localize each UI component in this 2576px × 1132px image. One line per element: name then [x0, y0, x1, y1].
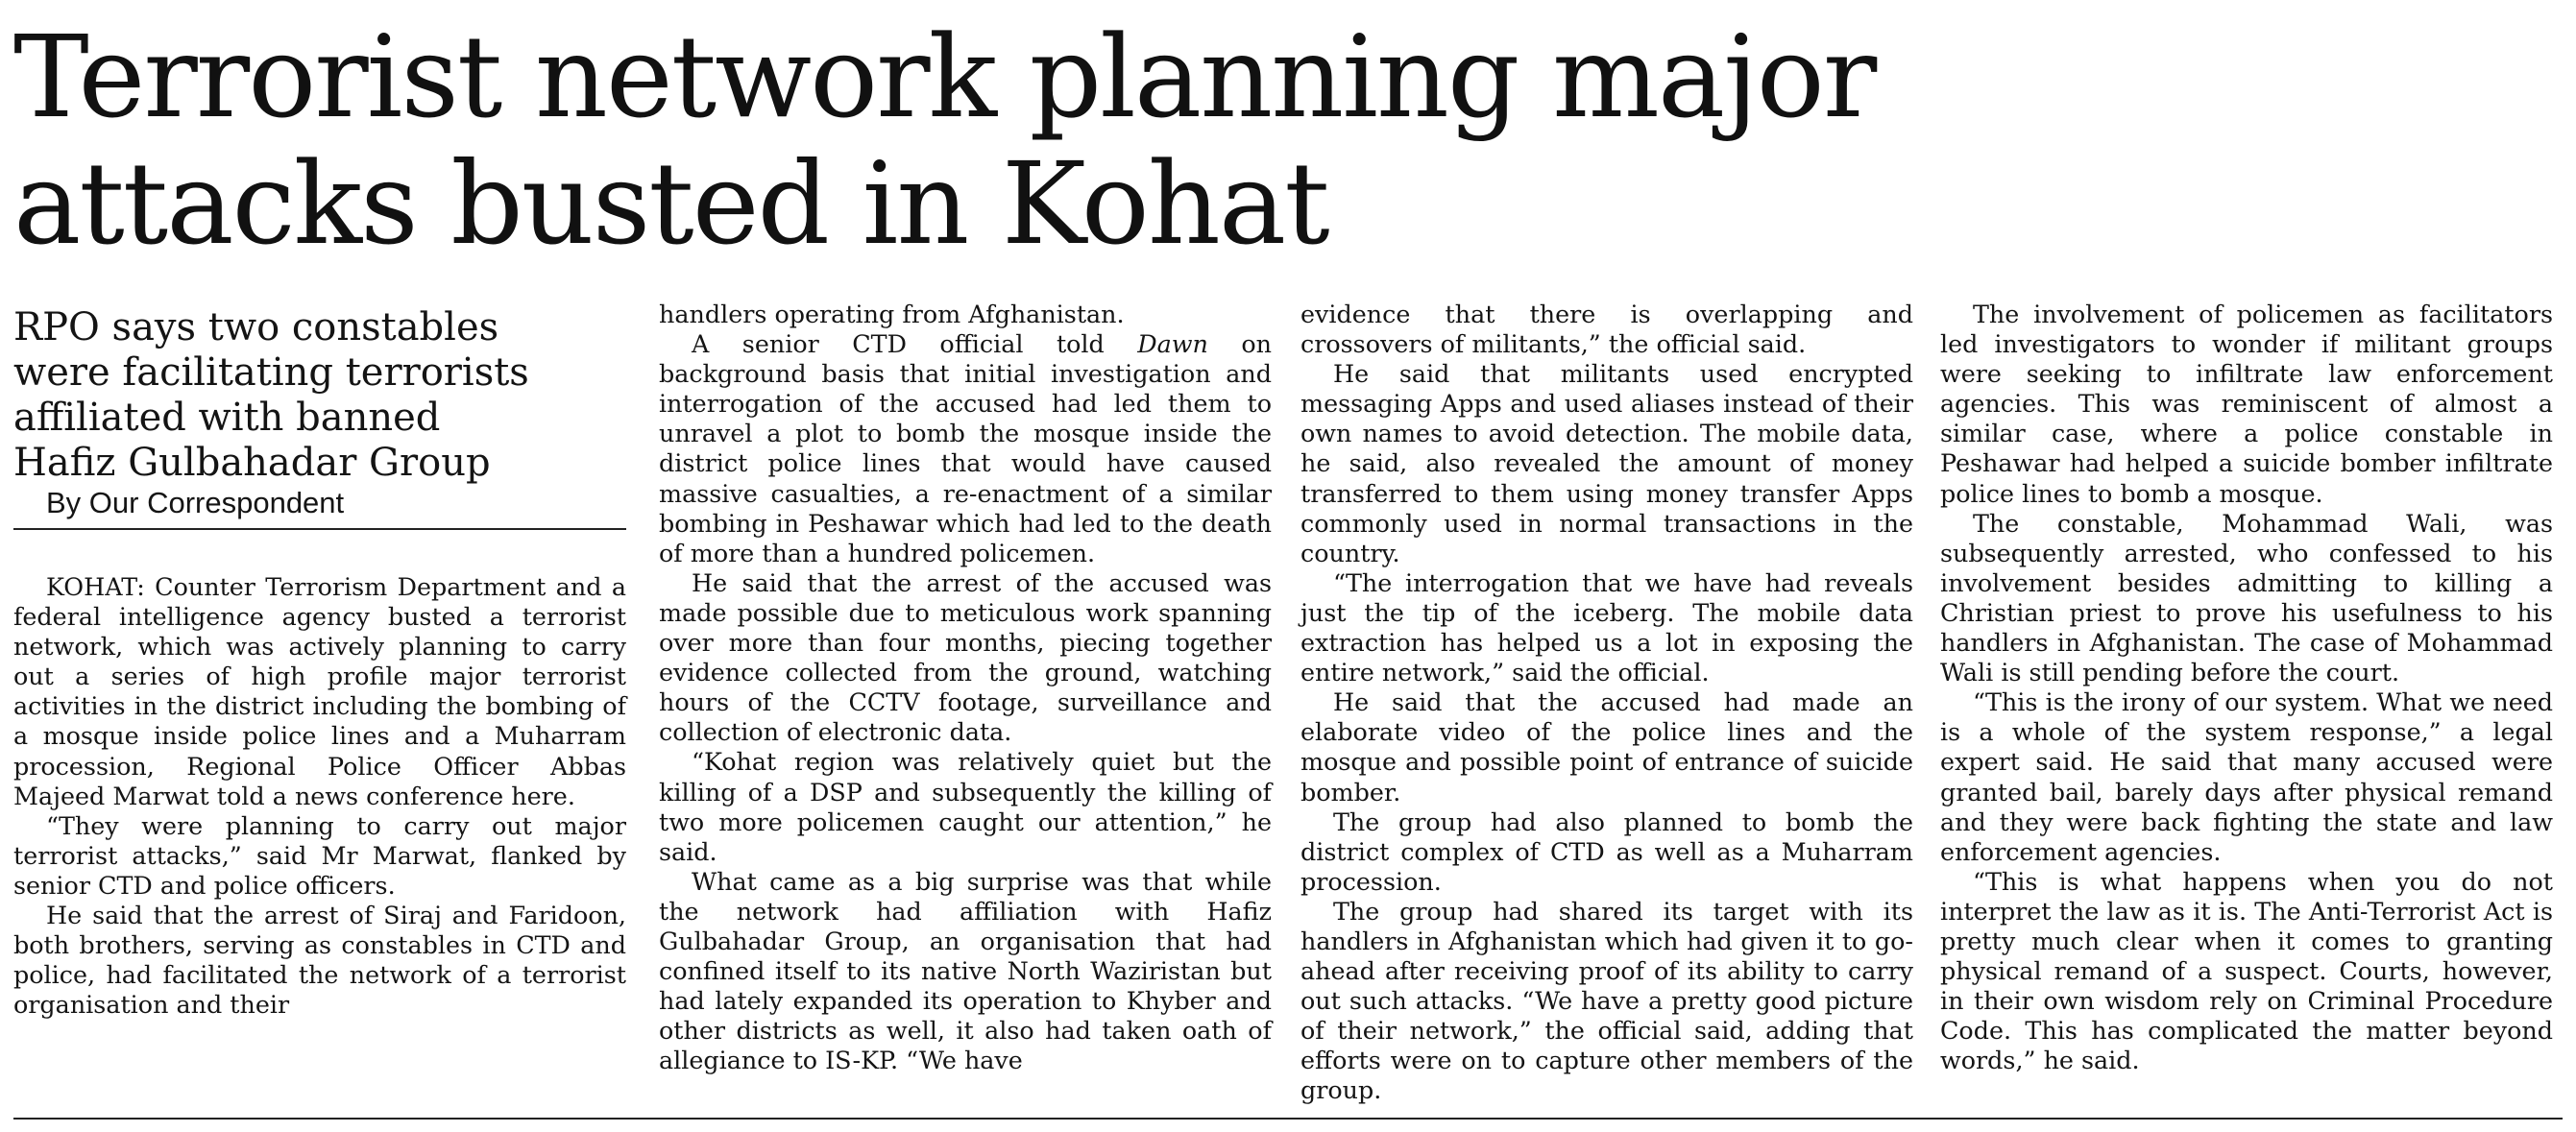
paragraph: The group had also planned to bomb the district complex of CTD as well as a Muharram procession. [1300, 807, 1913, 896]
deck-line-2: were facilitating terrorists [13, 350, 529, 395]
paragraph: KOHAT: Counter Terrorism Department and a federal intelligence agency busted a terrorist network, which was actively planning to carry out a series of high profile major terrorist activities in the district including the bombing of a mosque inside police lines and a Muharram procession, Regional Police Officer Abbas Majeed Marwat told a news conference here. [13, 572, 626, 810]
column-3 [1300, 300, 1913, 1106]
deck-line-1: RPO says two constables [13, 305, 499, 349]
paragraph: The group had shared its target with its handlers in Afghanistan which had given it to go-ahead after receiving proof of its ability to carry out such attacks. “We have a pretty good picture of their network,” the official said, adding that efforts were on to capture other members of the group. [1300, 896, 1913, 1105]
headline-line-1: Terrorist network planning major [13, 11, 1876, 143]
deck-subheadline [13, 305, 626, 486]
paragraph: He said that the arrest of the accused was made possible due to meticulous work spanning over more than four months, piecing together evidence collected from the ground, watching hours of the CCTV footage, surveillance and collection of electronic data. [659, 567, 1272, 747]
paragraph: He said that the accused had made an elaborate video of the police lines and the mosque and possible point of entrance of suicide bomber. [1300, 687, 1913, 807]
newspaper-name: Dawn [1137, 329, 1208, 359]
paragraph: The constable, Mohammad Wali, was subsequently arrested, who confessed to his involvement besides admitting to killing a Christian priest to prove his usefulness to his handlers in Afghanistan. The case of Mohammad Wali is still pending before the court. [1940, 508, 2553, 687]
paragraph: He said that the arrest of Siraj and Faridoon, both brothers, serving as constables in CTD and police, had facilitated the network of a terrorist organisation and their [13, 901, 626, 1020]
paragraph-text: on background basis that initial investigation and interrogation of the accused had led them to unravel a plot to bomb the mosque inside the district police lines that would have caused massive casualties, a re-enactment of a similar bombing in Peshawar which had led to the death of more than a hundred policemen. [659, 329, 1272, 567]
deck-line-4: Hafiz Gulbahadar Group [13, 441, 491, 485]
deck-line-3: affiliated with banned [13, 396, 441, 440]
byline: By Our Correspondent [13, 486, 626, 530]
column-1 [13, 305, 626, 1020]
paragraph [659, 329, 1272, 568]
paragraph: The involvement of policemen as facilitators led investigators to wonder if militant groups were seeking to infiltrate law enforcement agencies. This was reminiscent of almost a similar case, where a police constable in Peshawar had helped a suicide bomber infiltrate police lines to bomb a mosque. [1940, 300, 2553, 508]
column-2 [659, 300, 1272, 1075]
paragraph: “The interrogation that we have had reveals just the tip of the iceberg. The mobile data extraction has helped us a lot in exposing the entire network,” said the official. [1300, 567, 1913, 687]
paragraph: evidence that there is overlapping and crossovers of militants,” the official said. [1300, 300, 1913, 359]
paragraph: “Kohat region was relatively quiet but the killing of a DSP and subsequently the killing of two more policemen caught our attention,” he said. [659, 747, 1272, 866]
headline-line-2: attacks busted in Kohat [13, 137, 1328, 270]
paragraph: He said that militants used encrypted messaging Apps and used aliases instead of their own names to avoid detection. The mobile data, he said, also revealed the amount of money transferred to them using money transfer Apps commonly used in normal transactions in the country. [1300, 359, 1913, 567]
paragraph: handlers operating from Afghanistan. [659, 300, 1125, 328]
headline [13, 11, 2126, 270]
paragraph: “This is what happens when you do not interpret the law as it is. The Anti-Terrorist Act is pretty much clear when it comes to granting physical remand of a suspect. Courts, however, in their own wisdom rely on Criminal Procedure Code. This has complicated the matter beyond words,” he said. [1940, 866, 2553, 1075]
column-4 [1940, 300, 2553, 1075]
paragraph: “This is the irony of our system. What we need is a whole of the system response,” a legal expert said. He said that many accused were granted bail, barely days after physical remand and they were back fighting the state and law enforcement agencies. [1940, 687, 2553, 866]
bottom-rule [13, 1118, 2563, 1120]
paragraph-text: A senior CTD official told [692, 329, 1138, 359]
column-1-body [13, 572, 626, 1020]
paragraph: “They were planning to carry out major terrorist attacks,” said Mr Marwat, flanked by senior CTD and police officers. [13, 810, 626, 900]
paragraph: What came as a big surprise was that while the network had affiliation with Hafiz Gulbahadar Group, an organisation that had confined itself to its native North Waziristan but had lately expanded its operation to Khyber and other districts as well, it also had taken oath of allegiance to IS-KP. “We have [659, 866, 1272, 1075]
